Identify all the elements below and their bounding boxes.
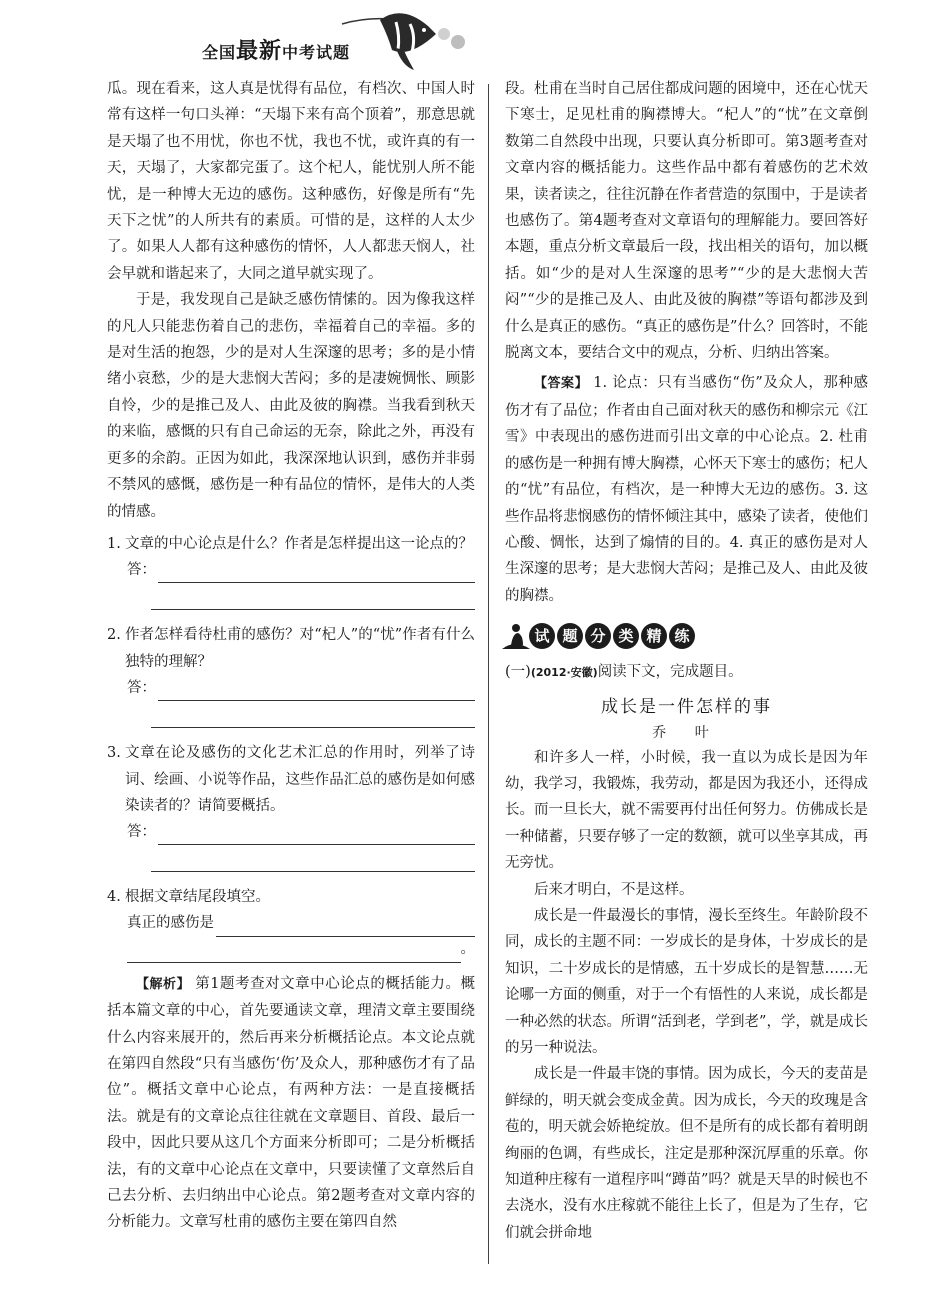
fill-row-end: 。 [107,937,475,963]
article-title: 成长是一件怎样的事 [601,696,772,717]
banner-char: 题 [557,623,583,649]
question-3: 3. 文章在论及感伤的文化艺术汇总的作用时，列举了诗词、绘画、小说等作品，这些作品汇总的感伤是如何感染读者的？请简要概括。 [107,745,475,814]
right-column [505,76,868,1246]
left-column [107,76,475,1236]
essay-paragraph: 瓜。现在看来，这人真是忧得有品位，有档次、中国人时常有这样一句口头禅：“天塌下来有高个顶着”，那意思就是天塌了也不用忧，你也不忧，我也不忧，或许真的有一天，天塌了，大家都完蛋了。这个杞人，能忧别人所不能忧，是一种博大无边的感伤。这种感伤，好像是所有“先天下之忧”的人所共有的素质。可惜的是，这样的人太少了。如果人人都有这种感伤的情怀，人人都悲天悯人，社会早就和谐起来了，大同之道早就实现了。 [107,81,475,282]
question-2: 2. 作者怎样看待杜甫的感伤？对“杞人”的“忧”作者有什么独特的理解？ [107,627,475,670]
answer-row-1: 答： [107,559,475,583]
answer-blank[interactable] [158,683,475,701]
header-title: 全国最新中考试题 [202,39,351,64]
fill-blank[interactable] [216,919,475,937]
section-heading: (一)(2012·安徽)阅读下文，完成题目。 [505,664,743,681]
answer-blank[interactable] [151,705,475,728]
article-paragraph: 成长是一件最漫长的事情，漫长至终生。年龄阶段不同，成长的主题不同：一岁成长的是身体，十岁成长的是知识，二十岁成长的是情感，五十岁成长的是智慧……无论哪一方面的侧重，对于一个有悟性的人来说，成长都是一种必然的状态。所谓“活到老，学到老”，学，就是成长的另一种说法。 [505,907,868,1056]
question-4: 4. 根据文章结尾段填空。 [107,889,270,906]
banner-char: 练 [669,623,695,649]
article-paragraph: 成长是一件最丰饶的事情。因为成长，今天的麦苗是鲜绿的，明天就会变成金黄。因为成长，今天的玫瑰是含苞的，明天就会娇艳绽放。但不是所有的成长都有着明朗绚丽的色调，有些成长，注定是那种深沉厚重的乐章。你知道种庄稼有一道程序叫“蹲苗”吗？就是天旱的时候也不去浇水，没有水庄稼就不能往上长了，但是为了生存，它们就会拼命地 [505,1066,868,1241]
section-banner [499,619,868,653]
answer-blank[interactable] [151,587,475,610]
article-paragraph: 和许多人一样，小时候，我一直以为成长是因为年幼，我学习，我锻炼，我劳动，都是因为我还小，还得成长。而一旦长大，就不需要再付出任何努力。仿佛成长是一种储蓄，只要存够了一定的数额，就可以坐享其成，再无旁忧。 [505,749,868,872]
banner-char: 试 [529,623,555,649]
analysis-continued: 段。杜甫在当时自己居住都成问题的困境中，还在心忧天下寒士，足见杜甫的胸襟博大。“杞人”的“忧”在文章倒数第二自然段中出现，只要认真分析即可。第3题考查对文章内容的概括能力。这些作品中都有着感伤的艺术效果，读者读之，往往沉静在作者营造的氛围中，于是读者也感伤了。第4题考查对文章语句的理解能力。要回答好本题，重点分析文章最后一段，找出相关的语句，加以概括。如“少的是对人生深邃的思考”“少的是大悲悯大苦闷”“少的是推己及人、由此及彼的胸襟”等语句都涉及到什么是真正的感伤。“真正的感伤是”什么？回答时，不能脱离文本，要结合文中的观点，分析、归纳出答案。 [505,81,868,362]
angelfish-icon [340,6,470,72]
column-divider [488,84,489,1264]
essay-paragraph: 于是，我发现自己是缺乏感伤情愫的。因为像我这样的凡人只能悲伤着自己的悲伤，幸福着自己的幸福。多的是对生活的抱怨，少的是对人生深邃的思考；多的是小情绪小哀愁，少的是大悲悯大苦闷；多的是凄婉惆怅、顾影自怜，少的是推己及人、由此及彼的胸襟。当我看到秋天的来临，感慨的只有自己命运的无奈，除此之外，再没有更多的余韵。正因为如此，我深深地认识到，感伤并非弱不禁风的感慨，感伤是一种有品位的情怀，是伟大的人类的情感。 [107,292,475,520]
banner-char: 精 [641,623,667,649]
answer-blank[interactable] [151,849,475,872]
question-1: 1. 文章的中心论点是什么？作者是怎样提出这一论点的？ [107,535,473,552]
reader-icon [499,619,533,653]
banner-char: 类 [613,623,639,649]
fill-row: 真正的感伤是 [107,911,475,937]
article-paragraph: 后来才明白，不是这样。 [534,881,694,898]
answer-blank[interactable] [158,565,475,583]
fill-blank[interactable] [127,945,461,963]
article-author: 乔 叶 [652,724,721,741]
answer-blank[interactable] [158,827,475,845]
answer-row-3: 答： [107,821,475,845]
page-header [0,0,950,75]
answer-row-2: 答： [107,677,475,701]
analysis-paragraph: 【解析】 第1题考查对文章中心论点的概括能力。概括本篇文章的中心，首先要通读文章，理清文章主要围绕什么内容来展开的，然后再来分析概括论点。本文论点就在第四自然段“只有当感伤‘伤’及众人，那种感伤才有了品位”。概括文章中心论点，有两种方法：一是直接概括法。就是有的文章论点往往就在文章题目、首段、最后一段中，因此只要从这几个方面来分析即可；二是分析概括法，有的文章中心论点在文章中，只要读懂了文章然后自己去分析、去归纳出中心论点。第2题考查对文章内容的分析能力。文章写杜甫的感伤主要在第四自然 [107,975,475,1231]
banner-char: 分 [585,623,611,649]
answer-paragraph: 【答案】 1. 论点：只有当感伤“伤”及众人，那种感伤才有了品位；作者由自己面对秋天的感伤和柳宗元《江雪》中表现出的感伤进而引出文章的中心论点。2. 杜甫的感伤是一种拥有博大胸襟，心怀天下寒士的感伤；杞人的“忧”有品位，有档次，是一种博大无边的感伤。3. 这些作品将悲悯感伤的情怀倾注其中，感染了读者，使他们心酸、惆怅，达到了煽情的目的。4. 真正的感伤是对人生深邃的思考；是大悲悯大苦闷；是推己及人、由此及彼的胸襟。 [505,375,868,604]
